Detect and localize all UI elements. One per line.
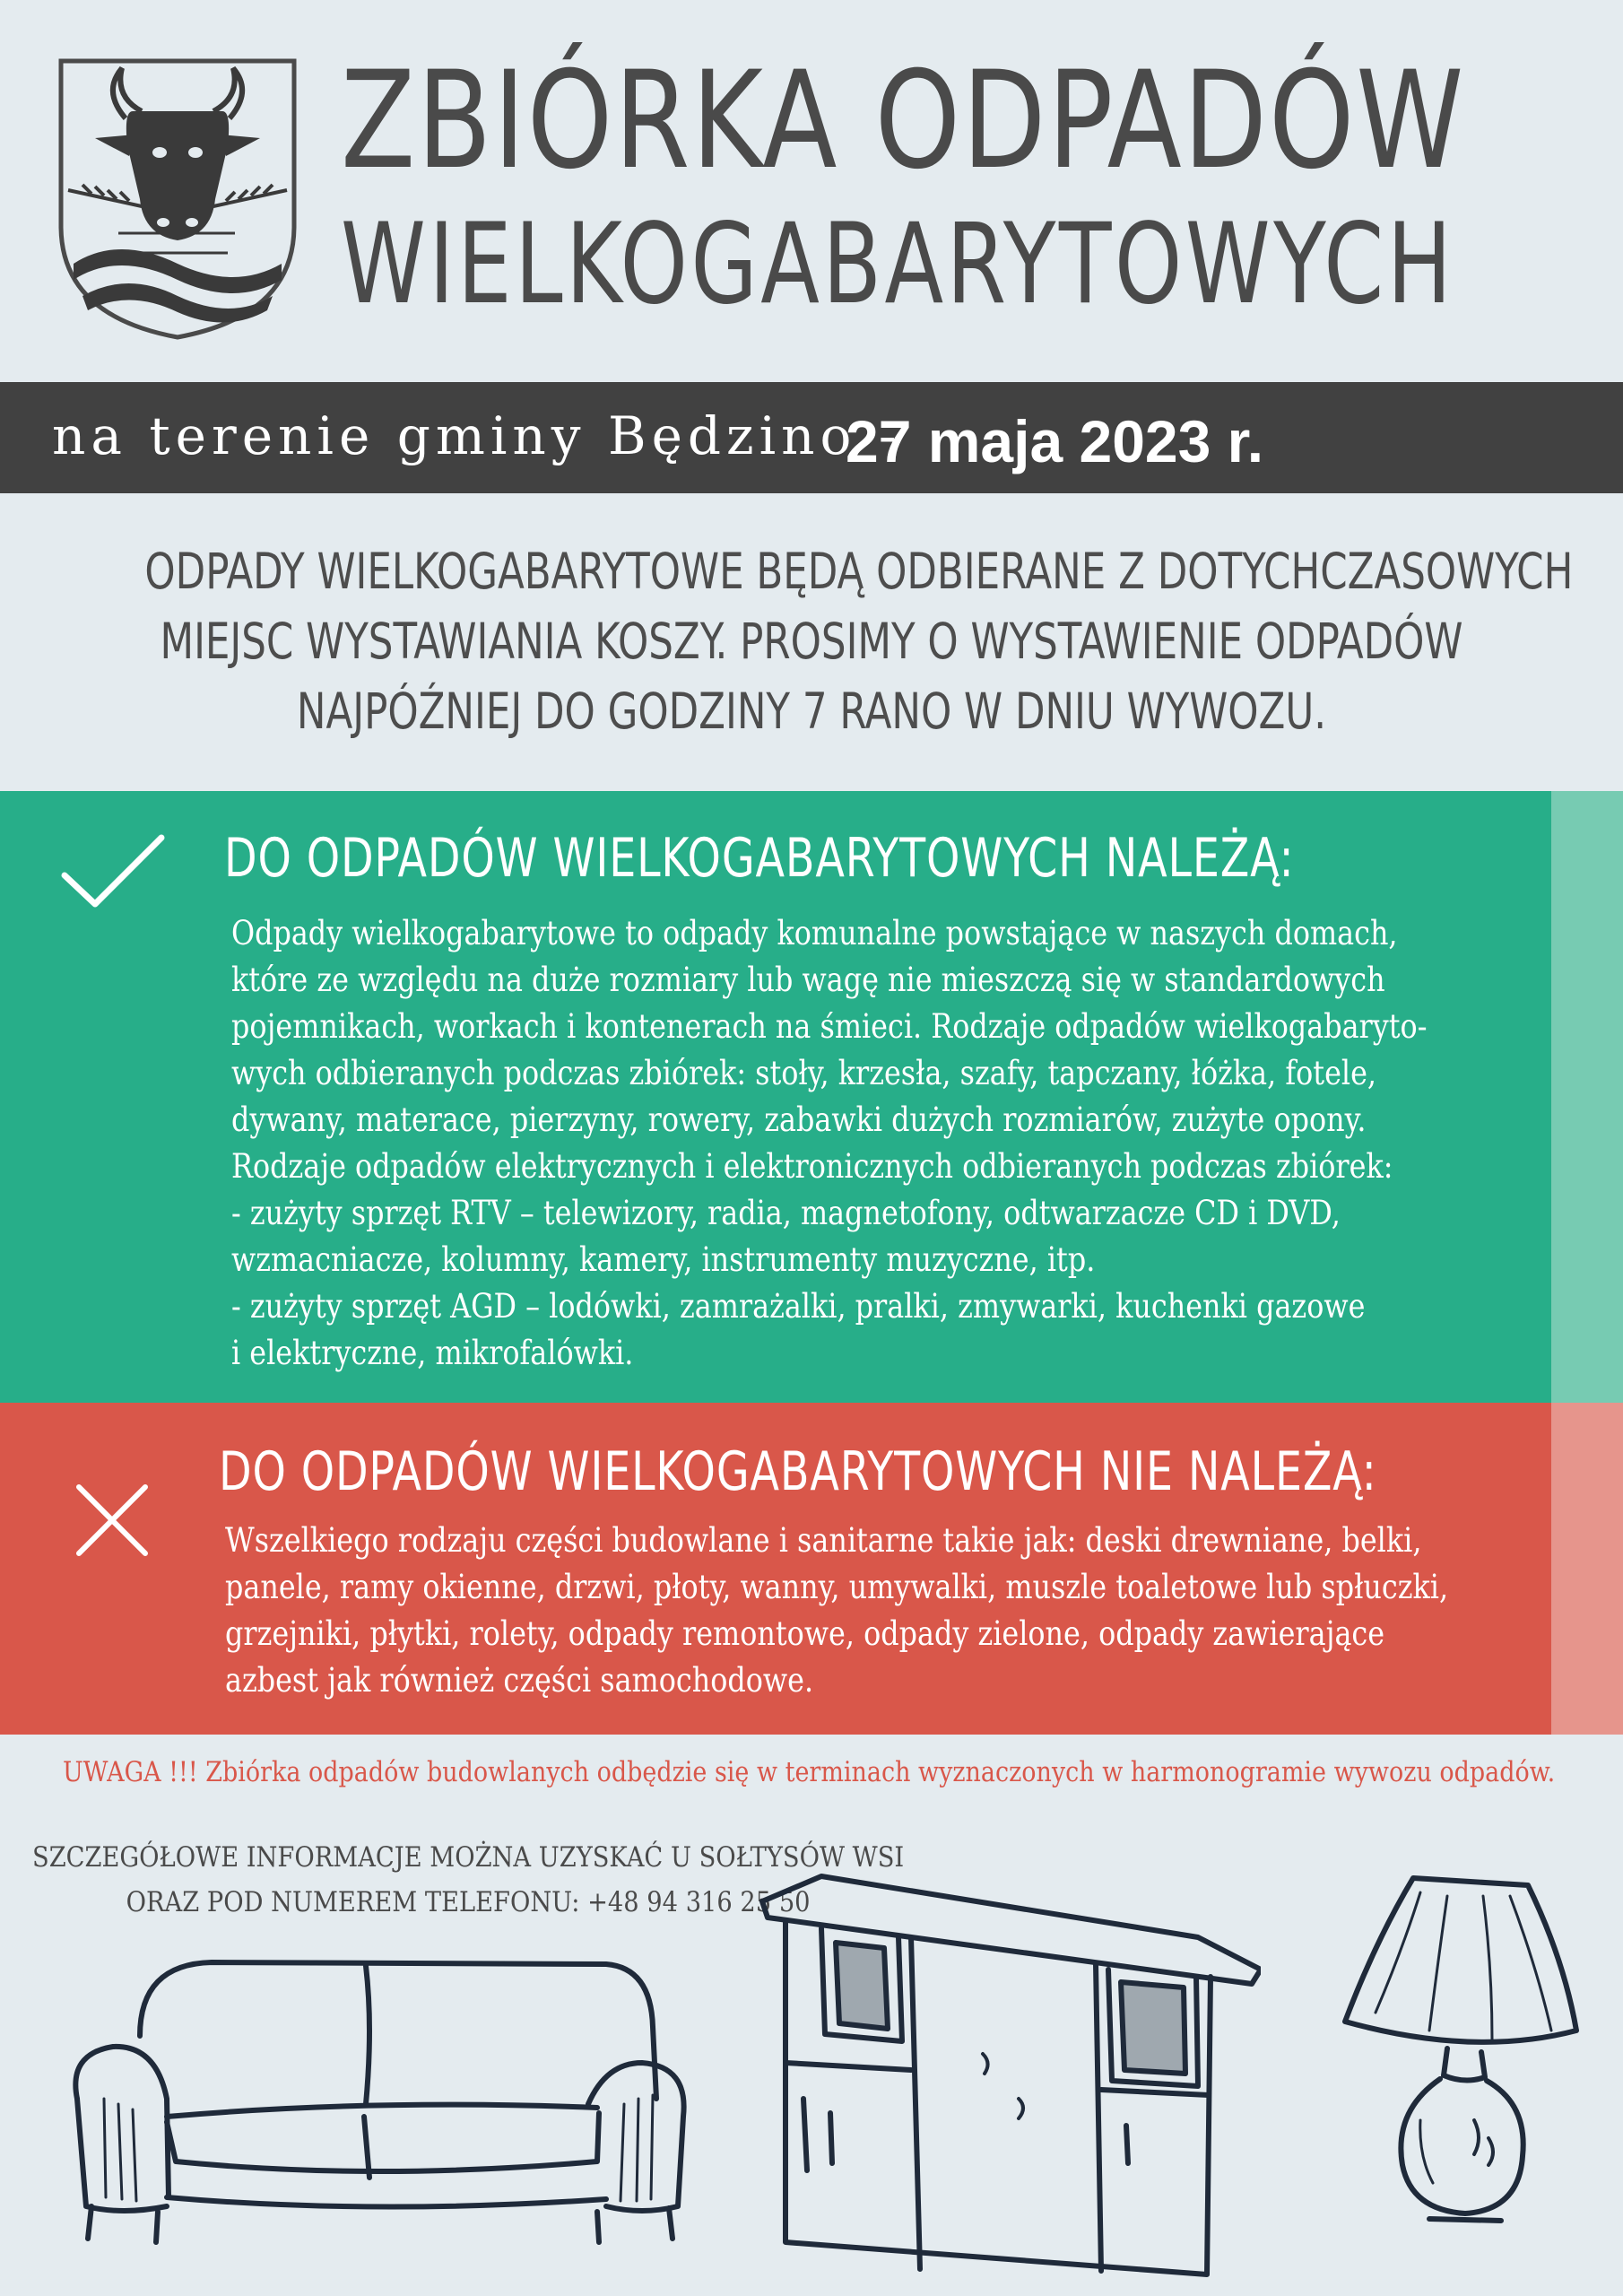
allowed-description xyxy=(231,910,1504,1377)
allowed-line: dywany, materace, pierzyny, rowery, zabawki dużych rozmiarów, zużyte opony. xyxy=(231,1100,1367,1139)
contact-line: ORAZ POD NUMEREM TELEFONU: +48 94 316 25 50 xyxy=(126,1886,811,1918)
allowed-line: i elektryczne, mikrofalówki. xyxy=(231,1334,634,1372)
location-text: na terenie gminy Będzino - xyxy=(52,405,902,466)
allowed-title: DO ODPADÓW WIELKOGABARYTOWYCH NALEŻĄ: xyxy=(224,827,1295,890)
intro-line: ODPADY WIELKOGABARYTOWE BĘDĄ ODBIERANE Z DOTYCHCZASOWYCH xyxy=(144,543,1574,600)
page-subtitle: WIELKOGABARYTOWYCH xyxy=(341,200,1455,329)
x-mark-icon xyxy=(74,1482,151,1559)
cabinet-illustration xyxy=(750,1866,1261,2278)
not-allowed-line: azbest jak również części samochodowe. xyxy=(225,1661,814,1700)
intro-line: NAJPÓŹNIEJ DO GODZINY 7 RANO W DNIU WYWOZU. xyxy=(296,683,1327,740)
allowed-line: pojemnikach, workach i kontenerach na śmieci. Rodzaje odpadów wielkogabaryto- xyxy=(231,1007,1428,1046)
not-allowed-title: DO ODPADÓW WIELKOGABARYTOWYCH NIE NALEŻĄ: xyxy=(219,1440,1377,1503)
allowed-line: wych odbieranych podczas zbiórek: stoły, krzesła, szafy, tapczany, łóżka, fotele, xyxy=(231,1054,1377,1092)
sofa-illustration xyxy=(50,1946,696,2251)
allowed-line: - zużyty sprzęt AGD – lodówki, zamrażalki, pralki, zmywarki, kuchenki gazowe xyxy=(231,1287,1366,1326)
allowed-line: - zużyty sprzęt RTV – telewizory, radia, magnetofony, odtwarzacze CD i DVD, xyxy=(231,1194,1341,1232)
checkmark-icon xyxy=(59,832,167,913)
allowed-side-strip xyxy=(1551,791,1623,1403)
contact-line: SZCZEGÓŁOWE INFORMACJE MOŻNA UZYSKAĆ U SOŁTYSÓW WSI xyxy=(32,1841,905,1874)
allowed-line: Odpady wielkogabarytowe to odpady komunalne powstające w naszych domach, xyxy=(231,914,1398,952)
municipal-crest-icon xyxy=(56,56,299,341)
not-allowed-line: panele, ramy okienne, drzwi, płoty, wanny, umywalki, muszle toaletowe lub spłuczki, xyxy=(225,1568,1449,1606)
allowed-line: Rodzaje odpadów elektrycznych i elektronicznych odbieranych podczas zbiórek: xyxy=(231,1147,1393,1186)
intro-line: MIEJSC WYSTAWIANIA KOSZY. PROSIMY O WYSTAWIENIE ODPADÓW xyxy=(160,613,1463,670)
not-allowed-line: grzejniki, płytki, rolety, odpady remontowe, odpady zielone, odpady zawierające xyxy=(225,1614,1385,1653)
date-banner xyxy=(0,382,1623,493)
page-title: ZBIÓRKA ODPADÓW xyxy=(341,43,1466,199)
lamp-illustration xyxy=(1340,1869,1582,2228)
warning-note: UWAGA !!! Zbiórka odpadów budowlanych odbędzie się w terminach wyznaczonych w harmonogramie wywozu odpadów. xyxy=(63,1756,1556,1788)
collection-date: 27 maja 2023 r. xyxy=(846,408,1264,474)
not-allowed-line: Wszelkiego rodzaju części budowlane i sanitarne takie jak: deski drewniane, belki, xyxy=(225,1521,1422,1560)
not-allowed-side-strip xyxy=(1551,1403,1623,1735)
allowed-line: które ze względu na duże rozmiary lub wagę nie mieszczą się w standardowych xyxy=(231,961,1385,999)
allowed-line: wzmacniacze, kolumny, kamery, instrumenty muzyczne, itp. xyxy=(231,1240,1096,1279)
not-allowed-description xyxy=(225,1518,1459,1704)
intro-notice xyxy=(144,536,1574,746)
